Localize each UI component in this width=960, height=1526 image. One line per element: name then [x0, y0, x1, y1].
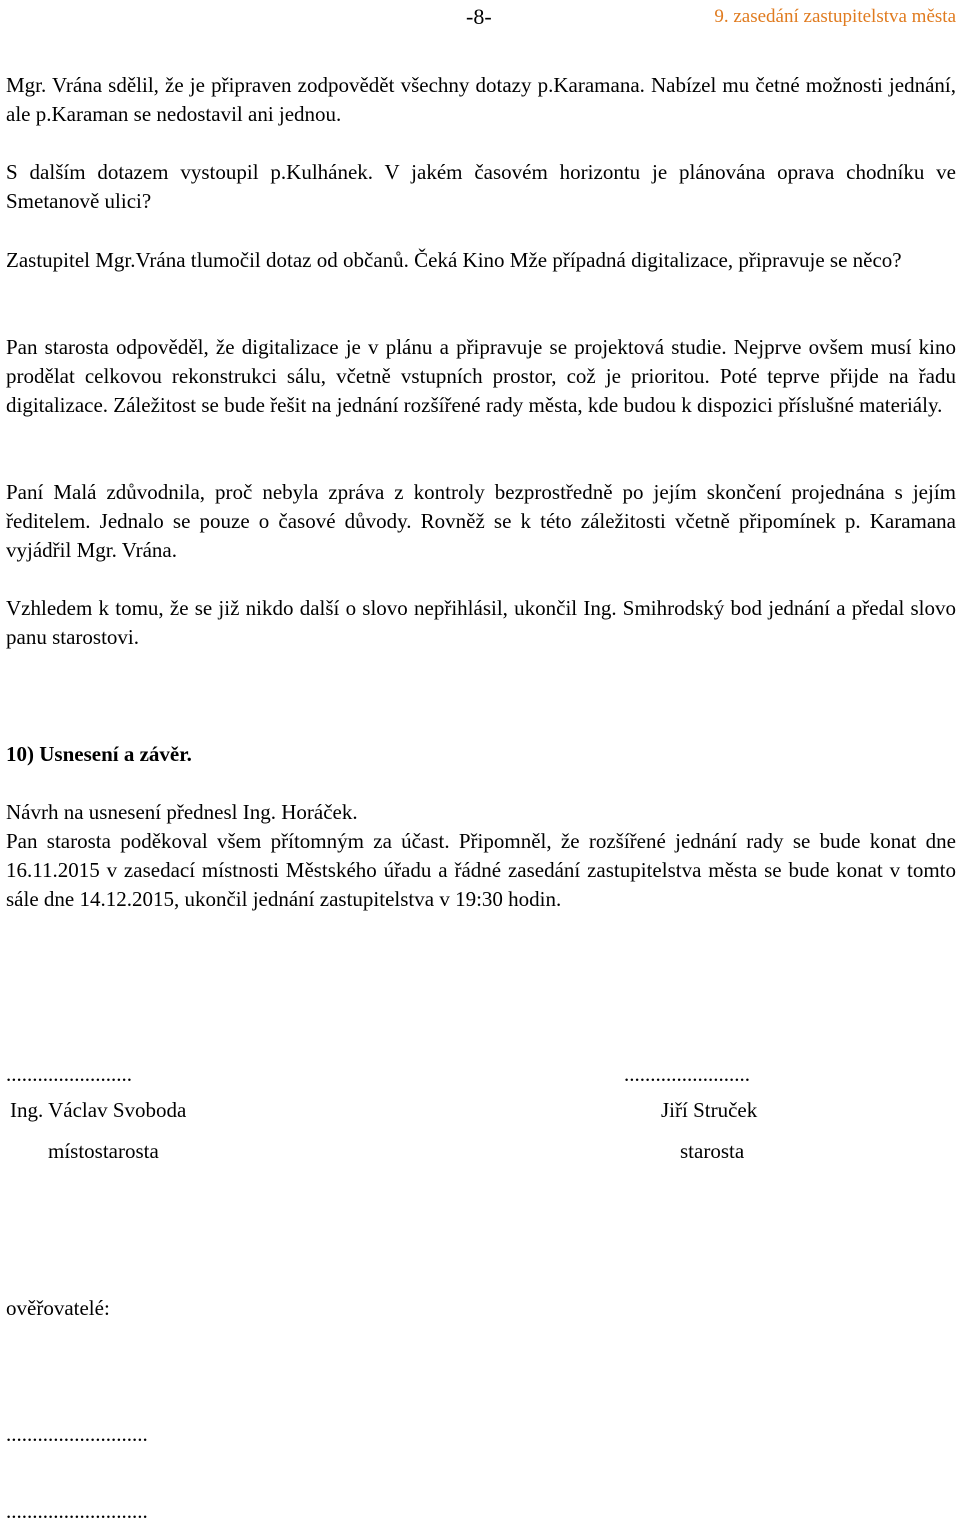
- signature-name-right: Jiří Struček: [661, 1098, 758, 1122]
- verifiers-label: ověřovatelé:: [6, 1296, 110, 1320]
- verifier-line-1: ...........................: [6, 1422, 148, 1446]
- paragraph-mayor-answer: Pan starosta odpověděl, že digitalizace je v plánu a připravuje se projektová studie. Nejprve ovšem musí kino prodělat celkovou rekonstrukci sálu, včetně vstupních prostor, což je prioritou. Poté teprve přijde na řadu digitalizace. Záležitost se bude řešit na jednání rozšířené rady města, kde budou k dispozici příslušné materiály.: [6, 335, 956, 417]
- signature-role-right: starosta: [680, 1139, 745, 1163]
- signature-line-right: ........................: [624, 1062, 750, 1086]
- header-title: 9. zasedání zastupitelstva města: [714, 6, 956, 27]
- paragraph-kulhanek-question: S dalším dotazem vystoupil p.Kulhánek. V jakém časovém horizontu je plánována oprava chodníku ve Smetanově ulici?: [6, 160, 956, 213]
- paragraph-kino-digitalization: Zastupitel Mgr.Vrána tlumočil dotaz od občanů. Čeká Kino Mže případná digitalizace, připravuje se něco?: [6, 248, 902, 272]
- paragraph-closing-item: Vzhledem k tomu, že se již nikdo další o slovo nepřihlásil, ukončil Ing. Smihrodský bod jednání a předal slovo panu starostovi.: [6, 596, 956, 649]
- verifier-line-2: ...........................: [6, 1499, 148, 1523]
- signature-line-left: ........................: [6, 1062, 132, 1086]
- resolution-line: Návrh na usnesení přednesl Ing. Horáček.: [6, 800, 358, 824]
- paragraph-vrana-karaman: Mgr. Vrána sdělil, že je připraven zodpovědět všechny dotazy p.Karamana. Nabízel mu četné možnosti jednání, ale p.Karaman se nedostavil ani jednou.: [6, 73, 956, 126]
- page-header: [6, 2, 956, 30]
- signature-role-left: místostarosta: [48, 1139, 159, 1163]
- document-page: [6, 0, 956, 1525]
- paragraph-final-remarks: Pan starosta poděkoval všem přítomným za účast. Připomněl, že rozšířené jednání rady se bude konat dne 16.11.2015 v zasedací místnosti Městského úřadu a řádné zasedání zastupitelstva města se bude konat v tomto sále dne 14.12.2015, ukončil jednání zastupitelstva v 19:30 hodin.: [6, 829, 956, 911]
- signature-name-left: Ing. Václav Svoboda: [10, 1098, 187, 1122]
- page-number: -8-: [466, 4, 492, 29]
- section-heading: 10) Usnesení a závěr.: [6, 742, 192, 766]
- paragraph-mala-explanation: Paní Malá zdůvodnila, proč nebyla zpráva z kontroly bezprostředně po jejím skončení projednána s jejím ředitelem. Jednalo se pouze o časové důvody. Rovněž se k této záležitosti včetně připomínek p. Karamana vyjádřil Mgr. Vrána.: [6, 480, 956, 562]
